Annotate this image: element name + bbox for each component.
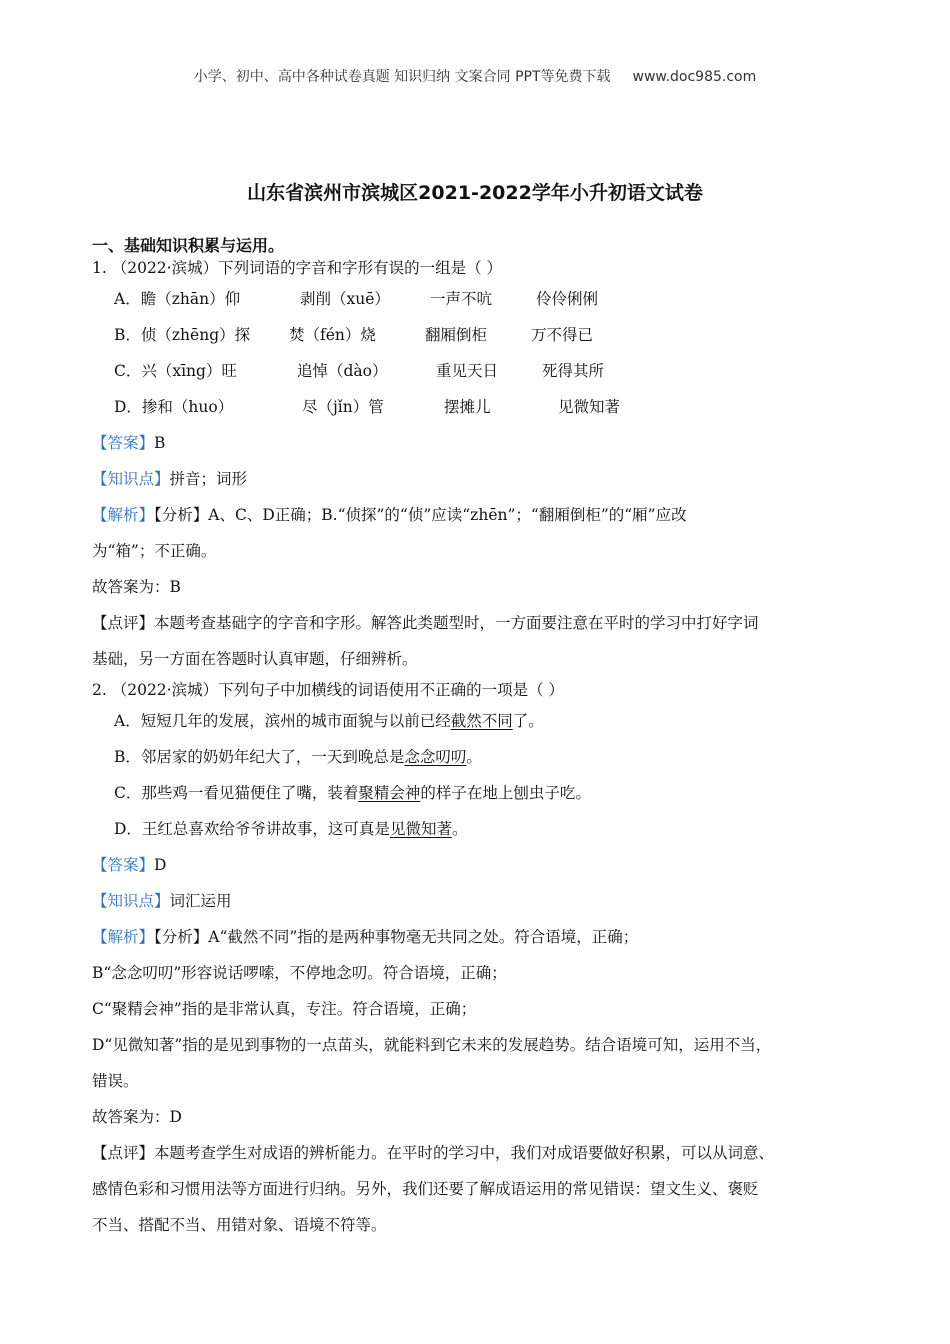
header-url[interactable]: www.doc985.com [632, 69, 757, 85]
q1-answer: 【答案】B [92, 434, 166, 452]
q2-analysis-d: D“见微知著”指的是见到事物的一点苗头，就能料到它未来的发展趋势。结合语境可知，运用不当， [92, 1036, 772, 1054]
q2-analysis-c: C“聚精会神”指的是非常认真，专注。符合语境，正确； [92, 1000, 477, 1018]
q1-option-a: A．瞻（zhān）仰 剥削（xuē） 一声不吭 伶伶俐俐 [114, 290, 599, 308]
q1-analysis: 【解析】【分析】A、C、D正确；B.“侦探”的“侦”应读“zhēn”；“翻厢倒柜”的“厢”应改 [92, 506, 687, 524]
q2-option-a: A．短短几年的发展，滨州的城市面貌与以前已经截然不同了。 [114, 712, 544, 730]
content [92, 255, 864, 1243]
q2-stem: 2. （2022·滨城）下列句子中加横线的词语使用不正确的一项是（ ） [92, 681, 565, 699]
underlined-term: 截然不同 [450, 712, 513, 730]
q1-stem: 1. （2022·滨城）下列词语的字音和字形有误的一组是（ ） [92, 259, 503, 277]
q2-comment: 【点评】本题考查学生对成语的辨析能力。在平时的学习中，我们对成语要做好积累，可以从词意、 [92, 1144, 775, 1162]
q1-comment-cont: 基础，另一方面在答题时认真审题，仔细辨析。 [92, 650, 418, 668]
q2-option-d: D．王红总喜欢给爷爷讲故事，这可真是见微知著。 [114, 820, 468, 838]
q1-option-c: C．兴（xīng）旺 追悼（dào） 重见天日 死得其所 [114, 362, 605, 380]
header-text: 小学、初中、高中各种试卷真题 知识归纳 文案合同 PPT等免费下载 [193, 69, 611, 85]
q1-option-d: D．掺和（huo） 尽（jǐn）管 摆摊儿 见微知著 [114, 398, 621, 416]
underlined-term: 见微知著 [389, 820, 452, 838]
q2-comment-cont: 感情色彩和习惯用法等方面进行归纳。另外，我们还要了解成语运用的常见错误：望文生义、褒贬 [92, 1180, 759, 1198]
q2-knowledge: 【知识点】词汇运用 [92, 892, 232, 910]
q2-analysis: 【解析】【分析】A“截然不同”指的是两种事物毫无共同之处。符合语境，正确； [92, 928, 639, 946]
q2-analysis-b: B“念念叨叨”形容说话啰嗦，不停地念叨。符合语境，正确； [92, 964, 507, 982]
q1-conclusion: 故答案为：B [92, 578, 181, 596]
underlined-term: 念念叨叨 [404, 748, 467, 766]
q1-option-b: B．侦（zhēng）探 焚（fén）烧 翻厢倒柜 万不得已 [114, 326, 594, 344]
page-header [0, 66, 950, 86]
underlined-term: 聚精会神 [358, 784, 421, 802]
q2-option-c: C．那些鸡一看见猫便住了嘴，装着聚精会神的样子在地上刨虫子吃。 [114, 784, 591, 802]
q2-analysis-cont: 错误。 [92, 1072, 139, 1090]
q2-answer: 【答案】D [92, 856, 167, 874]
q2-conclusion: 故答案为：D [92, 1108, 182, 1126]
q2-option-b: B．邻居家的奶奶年纪大了，一天到晚总是念念叨叨。 [114, 748, 482, 766]
q1-knowledge: 【知识点】拼音；词形 [92, 470, 248, 488]
q1-analysis-cont: 为“箱”；不正确。 [92, 542, 217, 560]
q2-comment-cont2: 不当、搭配不当、用错对象、语境不符等。 [92, 1216, 387, 1234]
q1-comment: 【点评】本题考查基础字的字音和字形。解答此类题型时，一方面要注意在平时的学习中打好字词 [92, 614, 759, 632]
exam-title: 山东省滨州市滨城区2021-2022学年小升初语文试卷 [247, 182, 703, 204]
section-heading: 一、基础知识积累与运用。 [92, 236, 285, 255]
